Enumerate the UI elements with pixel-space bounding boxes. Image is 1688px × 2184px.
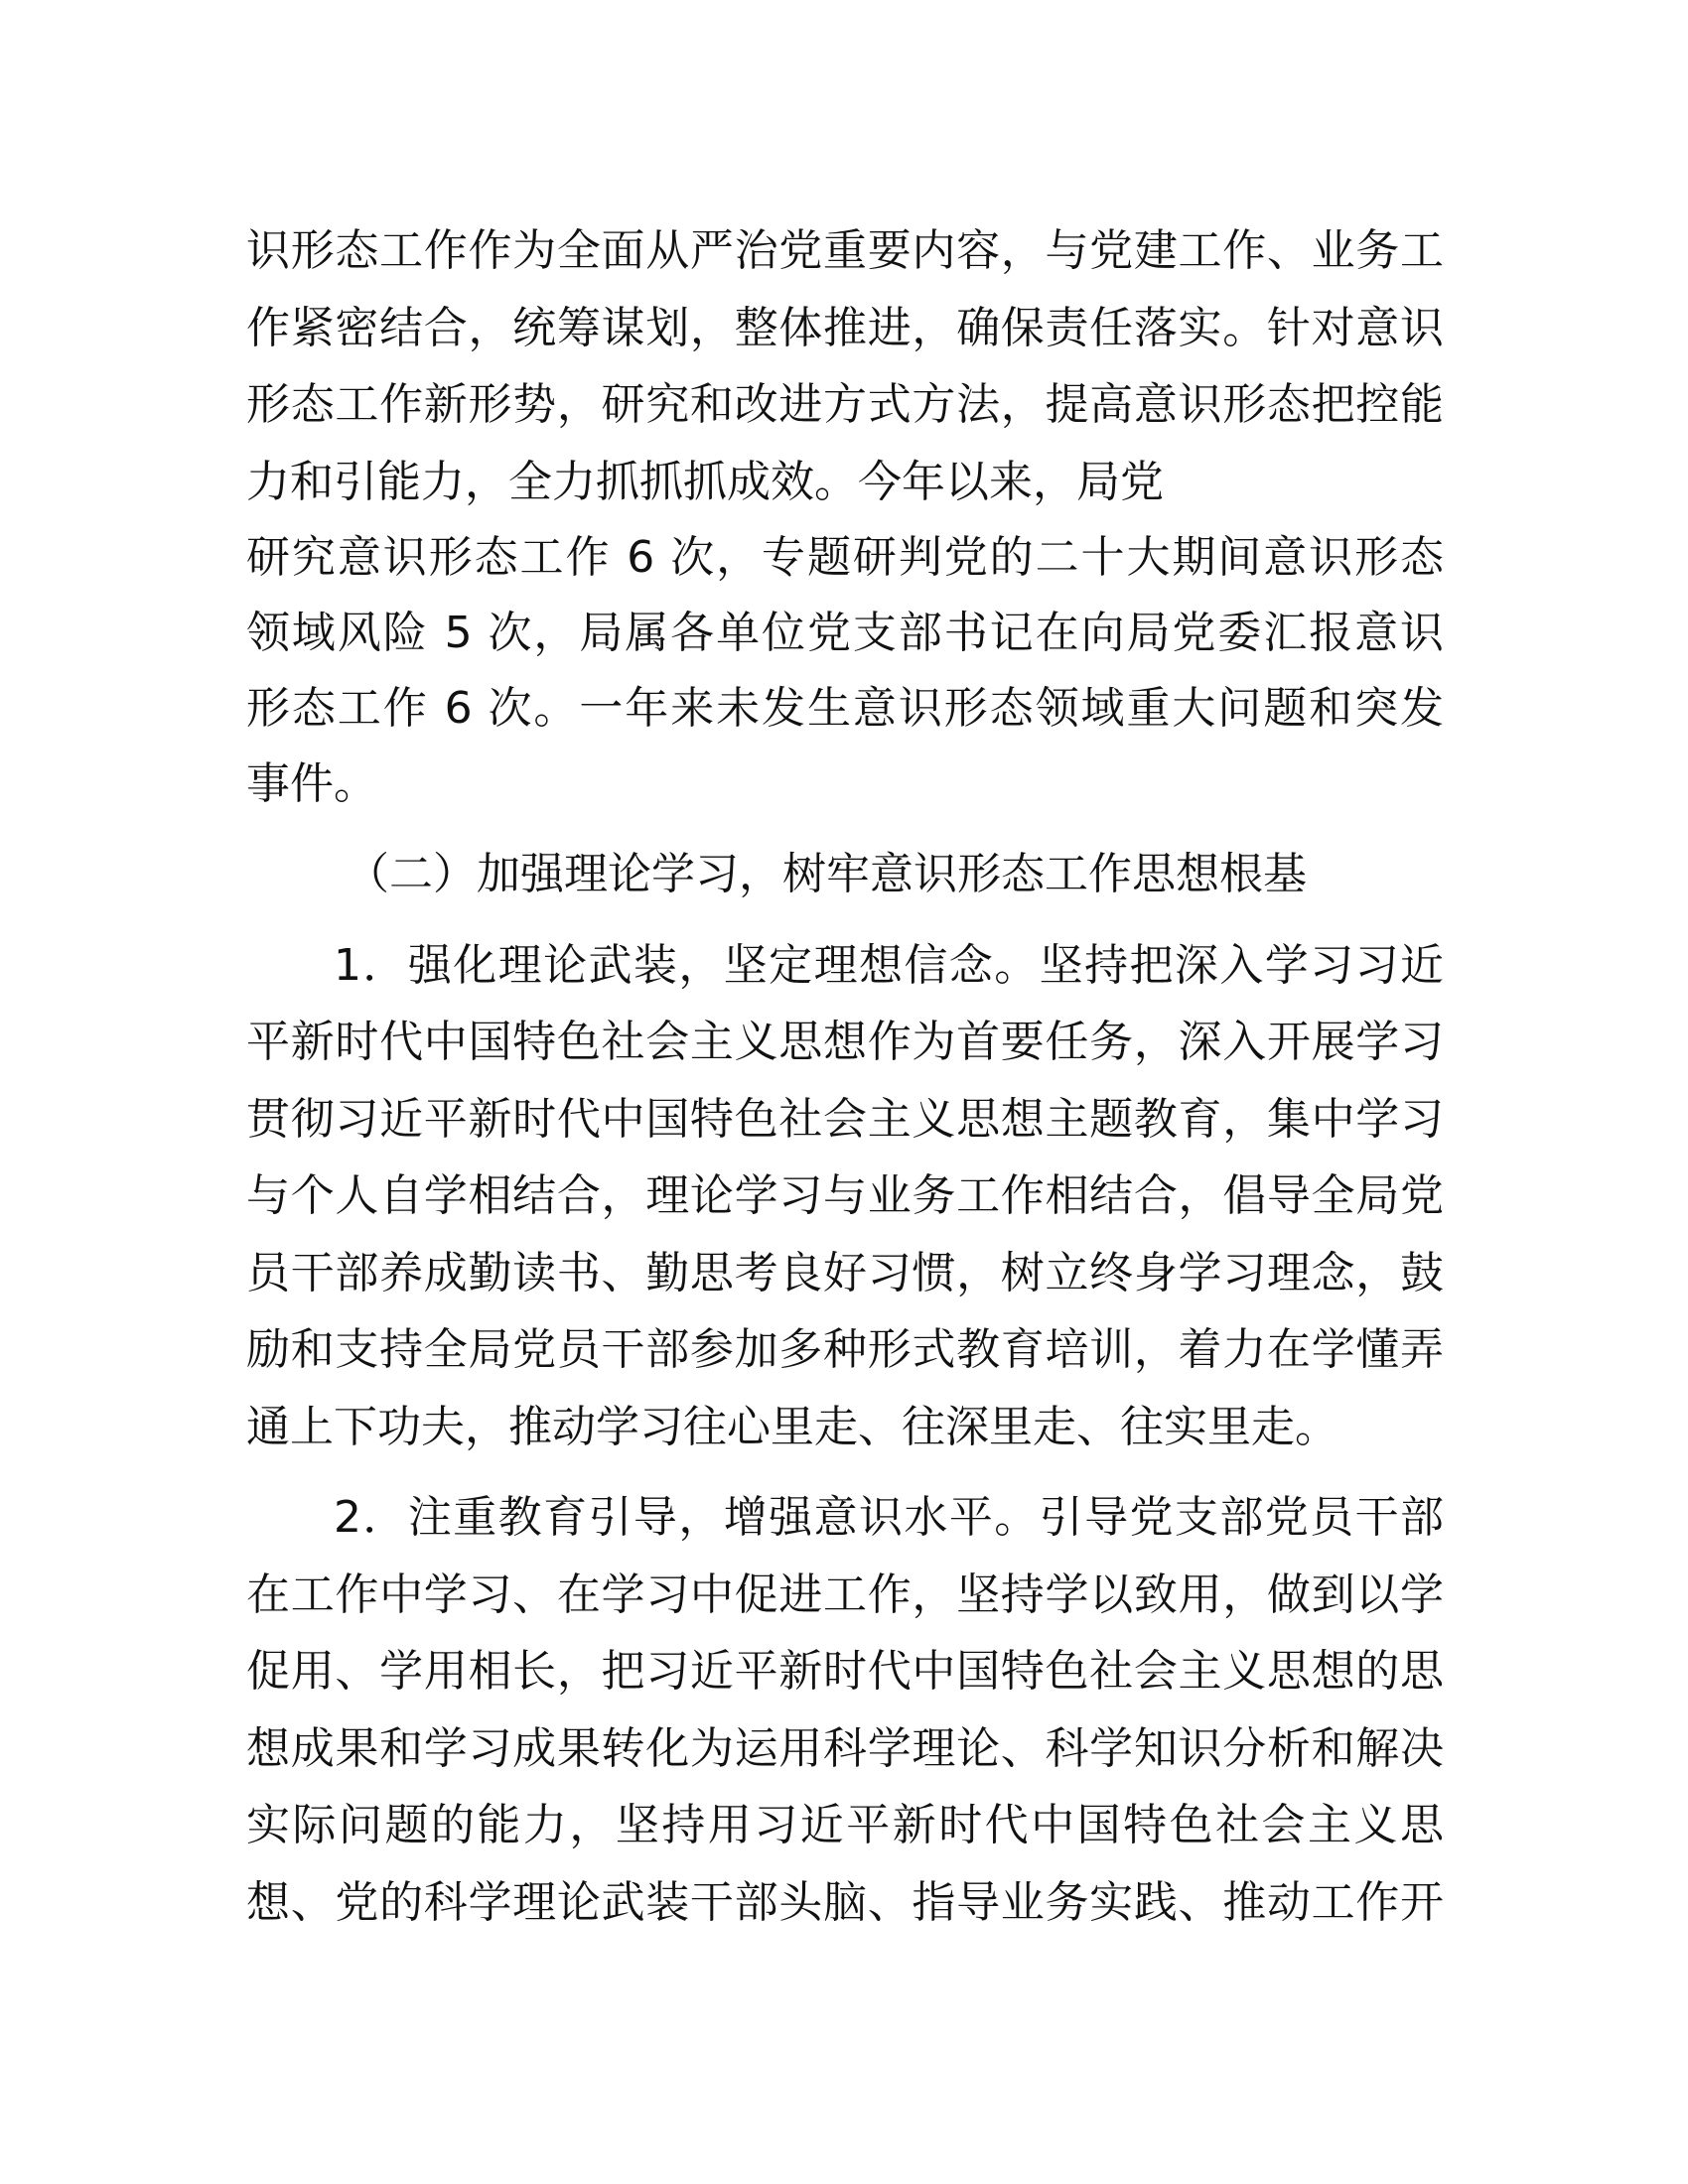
text-line: 平新时代中国特色社会主义思想作为首要任务，深入开展学习	[246, 1017, 1444, 1067]
text-line: 研究意识形态工作 6 次，专题研判党的二十大期间意识形态	[246, 532, 1444, 583]
text-line: 在工作中学习、在学习中促进工作，坚持学以致用，做到以学	[246, 1569, 1444, 1620]
text-line: 促用、学用相长，把习近平新时代中国特色社会主义思想的思	[246, 1646, 1444, 1697]
text-line: 员干部养成勤读书、勤思考良好习惯，树立终身学习理念，鼓	[246, 1247, 1444, 1298]
text-line: 励和支持全局党员干部参加多种形式教育培训，着力在学懂弄	[246, 1324, 1444, 1375]
paragraph-item-2	[246, 1479, 1444, 1941]
paragraph-ideology-statistics	[246, 520, 1444, 822]
paragraph-item-1	[246, 927, 1444, 1466]
paragraph-ideology-responsibility	[246, 212, 1444, 520]
text-line: 形态工作 6 次。一年来未发生意识形态领域重大问题和突发	[246, 683, 1444, 734]
text-line: 贯彻习近平新时代中国特色社会主义思想主题教育，集中学习	[246, 1093, 1444, 1145]
text-line: 想、党的科学理论武装干部头脑、指导业务实践、推动工作开	[246, 1876, 1444, 1928]
text-line: 实际问题的能力，坚持用习近平新时代中国特色社会主义思	[246, 1800, 1444, 1850]
text-line: 2．注重教育引导，增强意识水平。引导党支部党员干部	[334, 1492, 1444, 1543]
heading-text: （二）加强理论学习，树牢意识形态工作思想根基	[346, 849, 1307, 899]
text-line: 事件。	[246, 758, 377, 809]
text-line: 1．强化理论武装，坚定理想信念。坚持把深入学习习近	[334, 939, 1444, 991]
text-line: 识形态工作作为全面从严治党重要内容，与党建工作、业务工	[246, 225, 1444, 276]
section-heading	[246, 836, 1444, 913]
text-line: 与个人自学相结合，理论学习与业务工作相结合，倡导全局党	[246, 1170, 1444, 1221]
text-line: 通上下功夫，推动学习往心里走、往深里走、往实里走。	[246, 1401, 1338, 1452]
text-line: 想成果和学习成果转化为运用科学理论、科学知识分析和解决	[246, 1722, 1444, 1774]
text-line: 力和引能力，全力抓抓抓成效。今年以来，局党	[246, 456, 1164, 507]
document-body	[246, 212, 1444, 1941]
text-line: 作紧密结合，统筹谋划，整体推进，确保责任落实。针对意识	[246, 302, 1444, 353]
text-line: 形态工作新形势，研究和改进方式方法，提高意识形态把控能	[246, 379, 1444, 430]
text-line: 领域风险 5 次，局属各单位党支部书记在向局党委汇报意识	[246, 608, 1444, 658]
